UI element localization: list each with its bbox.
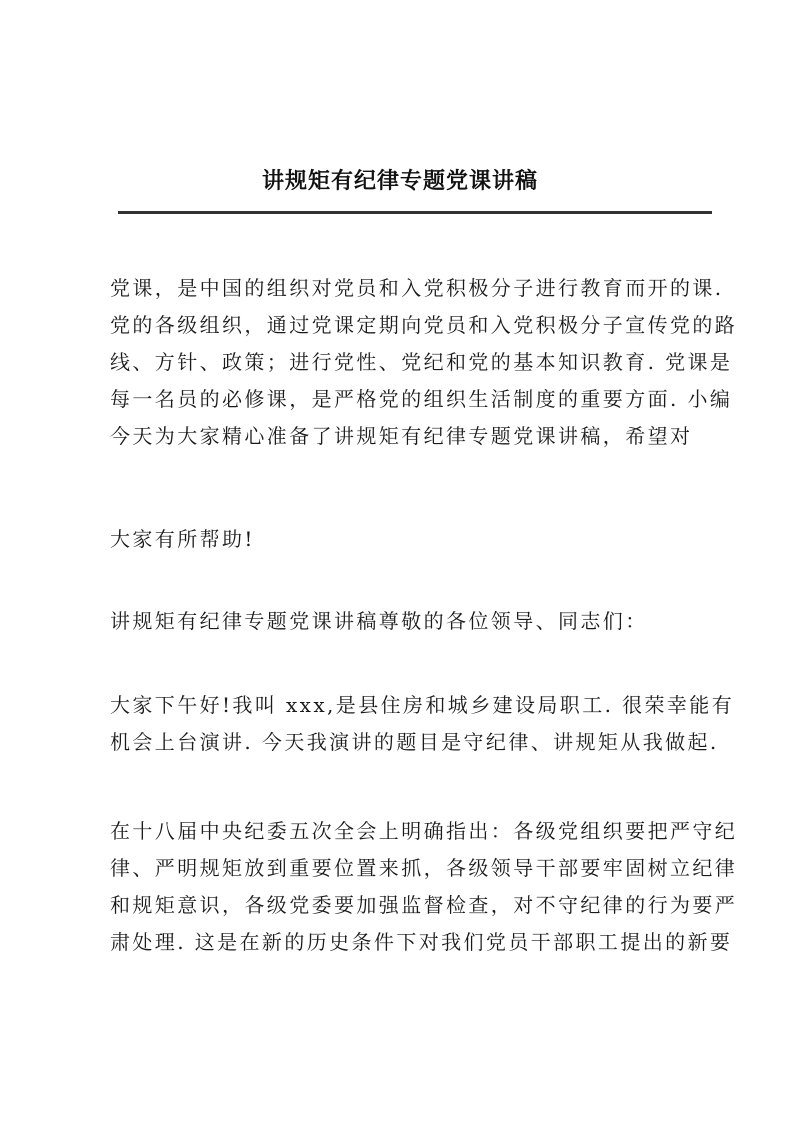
paragraph-greeting [110,687,735,761]
text-line: 大家下午好!我叫 xxx,是县住房和城乡建设局职工. 很荣幸能有 [110,693,735,717]
text-line: 大家有所帮助! [110,527,255,551]
text-line: 律、严明规矩放到重要位置来抓，各级领导干部要牢固树立纪律 [110,856,738,880]
paragraph-help [110,521,710,558]
text-line: 线、方针、政策；进行党性、党纪和党的基本知识教育. 党课是 [110,350,733,374]
text-line: 今天为大家精心准备了讲规矩有纪律专题党课讲稿，希望对 [110,424,693,448]
document-title: 讲规矩有纪律专题党课讲稿 [261,168,538,194]
text-line: 党的各级组织，通过党课定期向党员和入党积极分子宣传党的路 [110,313,738,337]
paragraph-body [110,813,738,961]
paragraph-salutation [110,603,710,640]
text-line: 机会上台演讲. 今天我演讲的题目是守纪律、讲规矩从我做起. [110,730,719,754]
text-line: 讲规矩有纪律专题党课讲稿尊敬的各位领导、同志们： [110,609,648,633]
text-line: 肃处理. 这是在新的历史条件下对我们党员干部职工提出的新要 [110,930,733,954]
text-line: 在十八届中央纪委五次全会上明确指出：各级党组织要把严守纪 [110,819,738,843]
text-line: 每一名员的必修课，是严格党的组织生活制度的重要方面. 小编 [110,387,733,411]
text-line: 党课，是中国的组织对党员和入党积极分子进行教育而开的课. [110,276,724,300]
text-line: 和规矩意识，各级党委要加强监督检查，对不守纪律的行为要严 [110,893,738,917]
paragraph-intro [110,270,738,455]
title-underline [118,211,712,214]
